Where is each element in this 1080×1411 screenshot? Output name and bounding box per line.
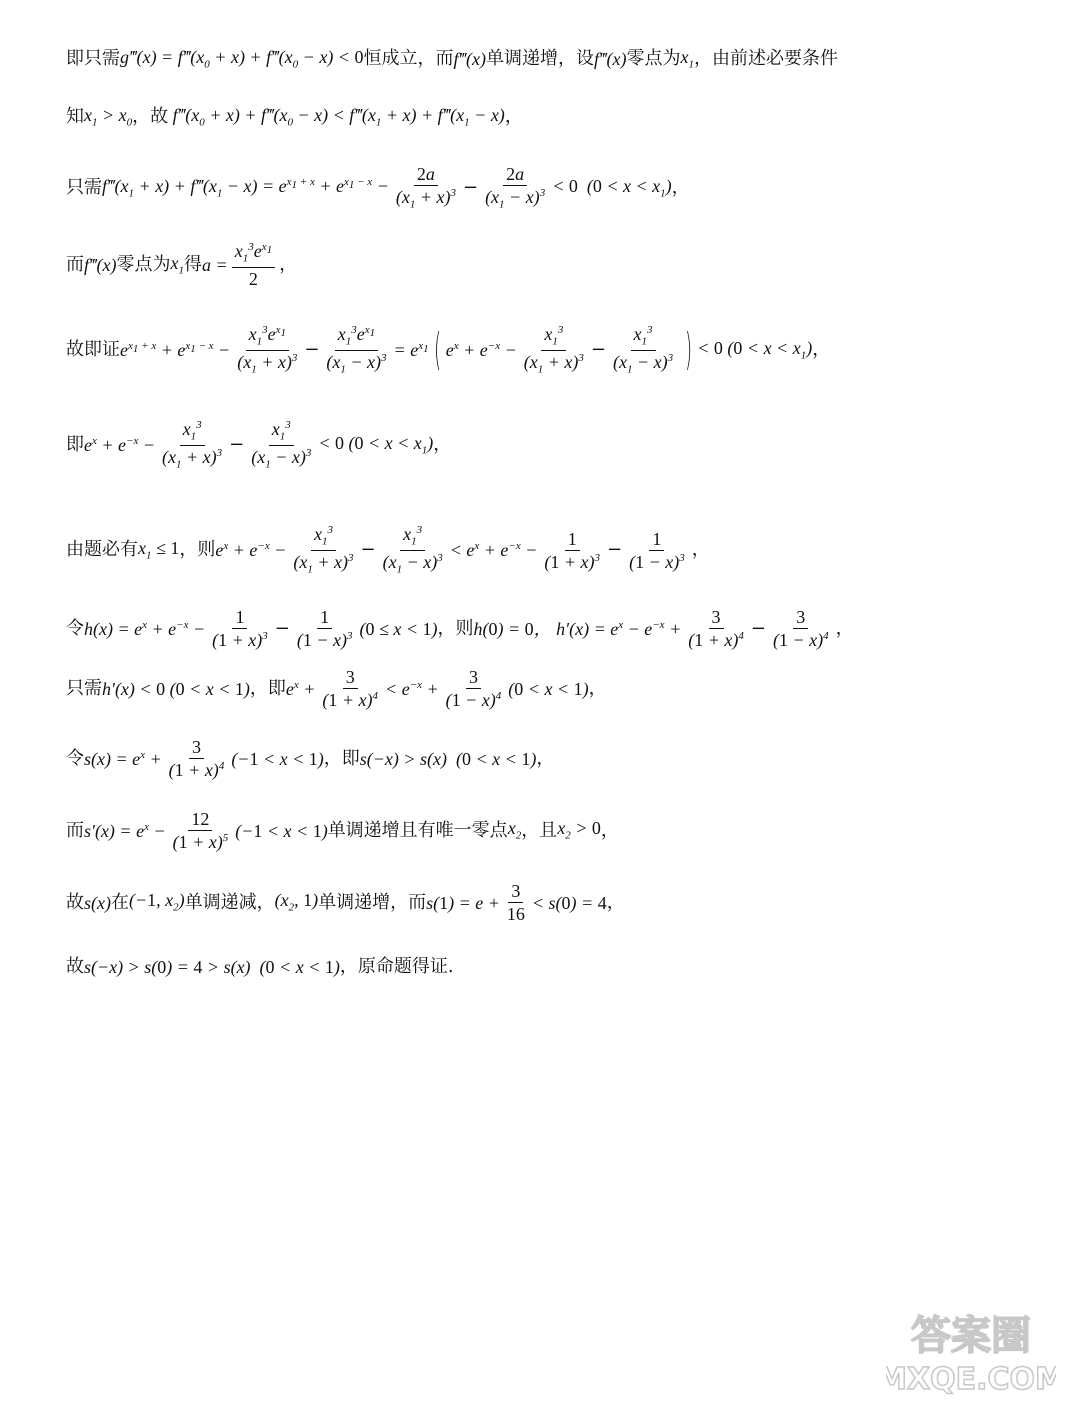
fraction: $\frac{x_1^3}{(x_1 - x)^3}$ <box>382 524 443 576</box>
math-expr: s(−x) > s(0) = 4 > s(x) (0 < x < 1) <box>84 957 340 977</box>
math-expr: $x_2 > 0$ <box>557 818 601 842</box>
fraction: $\frac{12}{(1 + x)^5}$ <box>172 809 229 852</box>
text-segment: 令 <box>66 747 84 769</box>
fraction: $\frac{x_1^3e^{x_1}}{(x_1 + x)^3}$ <box>237 324 298 376</box>
text-segment: ，且 <box>521 819 558 841</box>
text-segment: 零点为 <box>116 253 171 275</box>
fraction: $\frac{1}{(1 - x)^3}$ <box>296 607 353 650</box>
proof-line-11: 而 $s'(x) = e^x$ − $\frac{12}{(1 + x)^5}$ (−1 < x < 1) 单调递增且有唯一零点 $x_2$ ，且 $x_2 > 0$ ， <box>66 809 619 852</box>
text-segment: 令 <box>66 617 84 639</box>
text-segment: 恒成立，而 <box>363 48 454 70</box>
text-segment: 由题必有 <box>66 539 138 561</box>
math-expr: a = <box>202 254 228 275</box>
proof-line-12: 故 s(x) 在 (−1, $x_2$) 单调递减， ($x_2$, 1) 单调递增，而 s(1) = e + $\frac{3}{16}$ < s(0) = 4 ， <box>66 881 625 924</box>
fraction: $\frac{3}{(1 - x)^4}$ <box>772 607 829 650</box>
fraction: $\frac{1}{(1 - x)^3}$ <box>629 528 685 572</box>
proof-line-13 <box>66 958 1040 976</box>
math-expr: $x_1 > x_0$ <box>84 105 133 129</box>
fraction: $\frac{3}{16}$ <box>506 881 525 924</box>
math-expr: f‴(x) <box>84 254 117 275</box>
fraction: $\frac{3}{(1 + x)^4}$ <box>688 607 744 650</box>
math-expr: $s(x) = e^x$ + <box>84 748 162 769</box>
fraction: $\frac{2a}{(x_1 - x)^3}$ <box>485 164 546 211</box>
proof-line-10: 令 $s(x) = e^x$ + $\frac{3}{(1 + x)^4}$ (−1 < x < 1) ，即 s(−x) > s(x) (0 < x < 1) ， <box>66 737 555 780</box>
fraction: $\frac{x_1^3}{(x_1 - x)^3}$ <box>612 324 674 376</box>
proof-line-7: 由题必有 $x_1 \le 1$ ，则 $e^x + e^{-x}$ − $\frac{x_1^3}{(x_1 + x)^3}$ − $\frac{x_1^3}{(x_1 - x)^3}$ < $e^x + e^{-x}$ − $\frac{1}{(1 + x)^3}$ − $\frac{1}{(1 - x)^3}$ ， <box>66 524 710 576</box>
math-expr: $h(x) = e^x + e^{-x}$ − <box>84 618 206 639</box>
math-expr: ($x_2$, 1) <box>274 890 319 914</box>
math-expr: f‴(x) <box>594 49 627 70</box>
text-segment: 单调递减， <box>184 891 275 913</box>
fraction: $\frac{x_1^3}{(x_1 + x)^3}$ <box>523 324 584 376</box>
math-expr: h′(x) < 0 (0 < x < 1) <box>102 678 250 699</box>
fraction: $\frac{3}{(1 + x)^4}$ <box>168 737 225 780</box>
text-segment: ，原命题得证. <box>339 956 454 977</box>
text-segment: 即只需 <box>66 48 120 70</box>
math-expr: s(1) = e + <box>426 892 500 913</box>
math-expr: g‴(x) = $f‴(x_0 + x)$ + $f‴(x_0 - x) < 0$ <box>120 47 364 71</box>
proof-line-9: 只需 h′(x) < 0 (0 < x < 1) ，即 $e^x$ + $\frac{3}{(1 + x)^4}$ < $e^{-x}$ + $\frac{3}{(1 - x)^4}$ (0 < x < 1) ， <box>66 667 607 710</box>
proof-line-3: 只需 $f‴(x_1 + x)$ + $f‴(x_1 - x) = e^{x_1 + x} + e^{x_1 - x}$ − $\frac{2a}{(x_1 + x)^3}$ − $\frac{2a}{(x_1 - x)^3}$ < 0 $(0 < x < x_1)$ ， <box>66 164 690 211</box>
text-segment: 而 <box>66 253 84 275</box>
text-segment: ，即 <box>323 747 360 769</box>
text-segment: 故 <box>66 891 84 913</box>
math-expr: $x_1 \le 1$ <box>138 537 180 562</box>
math-expr: $e^x + e^{-x}$ − <box>215 540 287 561</box>
text-segment: 故即证 <box>66 339 120 361</box>
math-expr: $x_2$ <box>507 818 522 842</box>
text-segment: 而 <box>66 819 84 841</box>
math-expr: (−1, $x_2$) <box>128 890 185 914</box>
text-segment: 即 <box>66 434 84 456</box>
math-expr: $e^x$ + <box>285 678 316 699</box>
math-expr: $e^x + e^{-x}$ − <box>84 435 155 456</box>
text-segment: 只需 <box>66 677 102 699</box>
text-segment: ，由前述必要条件 <box>694 48 839 70</box>
fraction: $\frac{3}{(1 - x)^4}$ <box>445 667 502 710</box>
fraction: $\frac{x_1^3}{(x_1 - x)^3}$ <box>251 419 312 471</box>
fraction: $\frac{1}{(1 + x)^3}$ <box>212 607 268 650</box>
text-segment: ，即 <box>249 677 286 699</box>
text-segment: ，则 <box>437 617 474 639</box>
fraction: $\frac{x_1^3}{(x_1 + x)^3}$ <box>162 419 223 471</box>
text-segment: 只需 <box>66 176 102 198</box>
fraction: $\frac{x_1^3}{(x_1 + x)^3}$ <box>293 524 354 576</box>
proof-line-2: 知 $x_1 > x_0$ ，故 $f‴(x_0 + x)$ + $f‴(x_0 - x)$ < $f‴(x_1 + x)$ + $f‴(x_1 - x)$ ， <box>66 105 523 129</box>
text-segment: 单调递增且有唯一零点 <box>327 819 508 841</box>
text-segment: ，则 <box>179 539 216 561</box>
math-expr: $x_1$ <box>680 47 695 71</box>
text-segment: 在 <box>110 891 129 913</box>
watermark-url: MXQE.COM <box>886 1362 1056 1397</box>
text-segment: 零点为 <box>626 48 681 70</box>
text-segment: 单调递增，设 <box>486 48 594 70</box>
proof-line-4: 而 f‴(x) 零点为 $x_1$ 得 a = $\frac{x_1^3e^{x_1}}{2}$ ， <box>66 241 298 289</box>
fraction: $\frac{x_1^3e^{x_1}}{(x_1 - x)^3}$ <box>326 324 387 376</box>
math-expr: $f‴(x_0 + x)$ + $f‴(x_0 - x)$ < $f‴(x_1 + x)$ + $f‴(x_1 - x)$ <box>168 105 505 129</box>
text-segment: 得 <box>184 253 203 275</box>
proof-line-5: 故即证 $e^{x_1 + x} + e^{x_1 - x}$ − $\frac{x_1^3e^{x_1}}{(x_1 + x)^3}$ − $\frac{x_1^3e^{x_1}}{(x_1 - x)^3}$ = $e^{x_1}$ ( $e^x + e^{-x}$ − $\frac{x_1^3}{(x_1 + x)^3}$ − $\frac{x_1^3}{(x_1 - x)^3}$ ) < 0 $(0 < x < x_1)$ ， <box>66 324 831 376</box>
math-expr: s(−x) > s(x) (0 < x < 1) <box>359 748 537 769</box>
proof-line-8: 令 $h(x) = e^x + e^{-x}$ − $\frac{1}{(1 + x)^3}$ − $\frac{1}{(1 - x)^3}$ (0 ≤ x < 1) ，则 h(0) = 0， $h'(x) = e^x - e^{-x}$ + $\frac{3}{(1 + x)^4}$ − $\frac{3}{(1 - x)^4}$ ， <box>66 607 854 650</box>
watermark-logo <box>886 1307 1056 1397</box>
proof-line-1 <box>66 48 1040 71</box>
math-expr: $e^{x_1 + x} + e^{x_1 - x}$ − <box>120 340 231 361</box>
math-expr: $f‴(x_1 + x)$ + $f‴(x_1 - x) = e^{x_1 + x} + e^{x_1 - x}$ − <box>102 175 389 200</box>
text-segment: 知 <box>66 106 84 128</box>
math-expr: s(x) <box>84 892 111 913</box>
math-expr: f‴(x) <box>453 49 486 70</box>
fraction: $\frac{2a}{(x_1 + x)^3}$ <box>395 164 456 211</box>
text-segment: 单调递增，而 <box>318 891 427 913</box>
fraction: $\frac{x_1^3e^{x_1}}{2}$ <box>232 242 275 288</box>
math-expr: $x_1$ <box>170 252 185 277</box>
fraction: $\frac{3}{(1 + x)^4}$ <box>322 667 379 710</box>
proof-line-6: 即 $e^x + e^{-x}$ − $\frac{x_1^3}{(x_1 + x)^3}$ − $\frac{x_1^3}{(x_1 - x)^3}$ < 0 $(0 < x < x_1)$ ， <box>66 419 452 471</box>
text-segment: ，故 <box>132 106 169 128</box>
math-expr: $s'(x) = e^x$ − <box>84 820 166 841</box>
fraction: $\frac{1}{(1 + x)^3}$ <box>544 528 601 572</box>
text-segment: 故 <box>66 956 84 977</box>
watermark-title: 答案圈 <box>911 1313 1031 1359</box>
